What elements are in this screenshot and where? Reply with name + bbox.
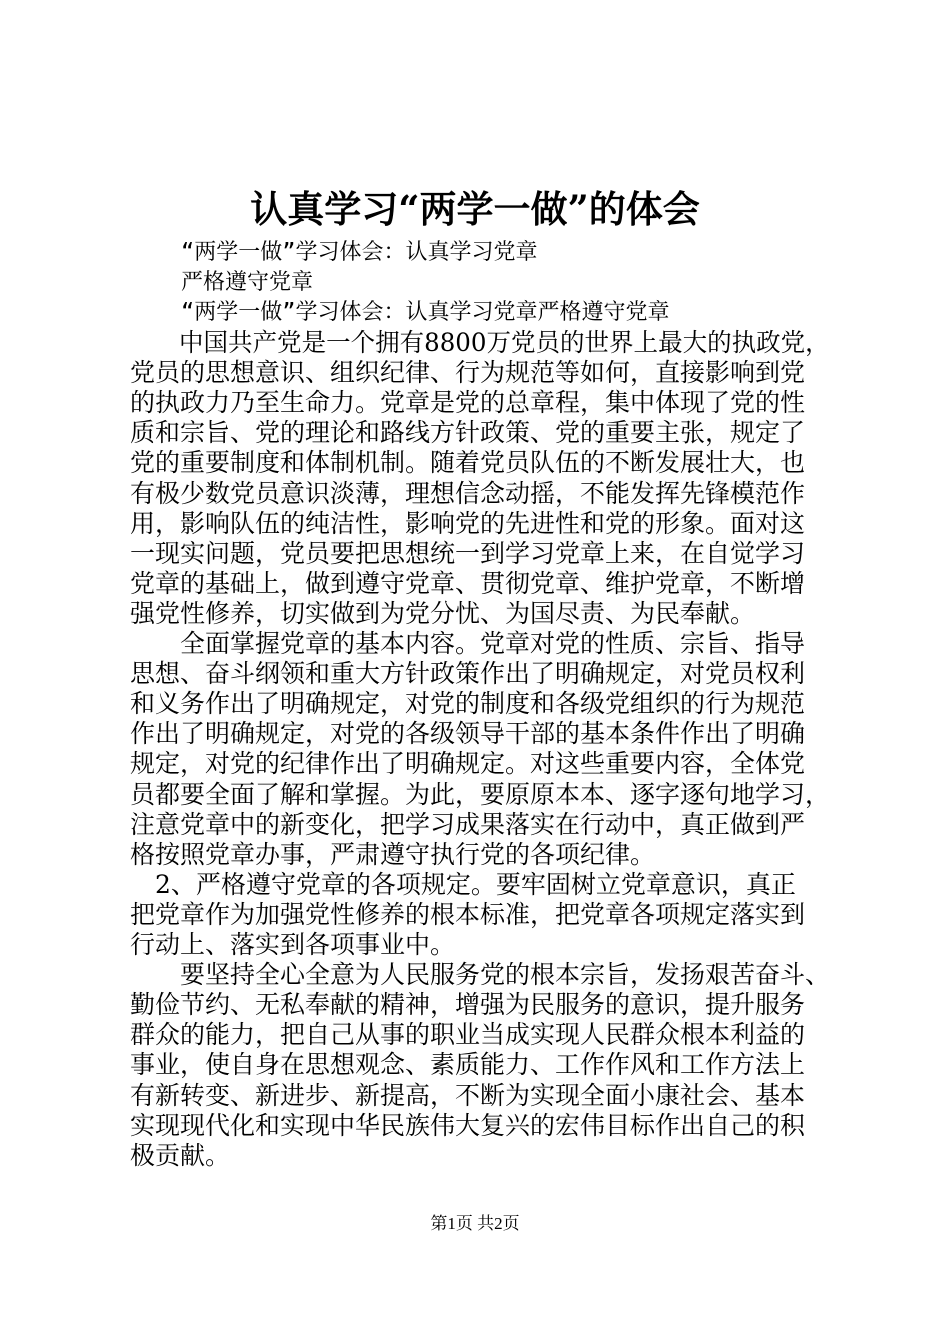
body-line: 党章的基础上，做到遵守党章、贯彻党章、维护党章，不断增	[130, 568, 806, 598]
subtitle-line: 严格遵守党章	[181, 270, 314, 295]
body-line: 质和宗旨、党的理论和路线方针政策、党的重要主张，规定了	[130, 418, 806, 448]
subtitle-line: “两学一做”学习体会：认真学习党章严格遵守党章	[181, 300, 670, 325]
body-line: 强党性修养，切实做到为党分忧、为国尽责、为民奉献。	[130, 598, 756, 628]
body-line: 格按照党章办事，严肃遵守执行党的各项纪律。	[130, 839, 656, 869]
body-line: 行动上、落实到各项事业中。	[130, 930, 456, 959]
body-line: 中国共产党是一个拥有8800万党员的世界上最大的执政党，	[130, 328, 830, 357]
body-line: 有新转变、新进步、新提高，不断为实现全面小康社会、基本	[130, 1080, 806, 1110]
body-line: 2、严格遵守党章的各项规定。要牢固树立党章意识，真正	[130, 869, 796, 899]
body-line: 员都要全面了解和掌握。为此，要原原本本、逐字逐句地学习，	[130, 779, 831, 809]
body-line: 极贡献。	[130, 1140, 231, 1170]
body-line: 有极少数党员意识淡薄，理想信念动摇，不能发挥先锋模范作	[130, 478, 806, 508]
subtitle-line: “两学一做”学习体会：认真学习党章	[181, 240, 538, 265]
body-line: 的执政力乃至生命力。党章是党的总章程，集中体现了党的性	[130, 388, 806, 418]
body-line: 把党章作为加强党性修养的根本标准，把党章各项规定落实到	[130, 899, 806, 929]
body-line: 用，影响队伍的纯洁性，影响党的先进性和党的形象。面对这	[130, 508, 806, 538]
body-line: 和义务作出了明确规定，对党的制度和各级党组织的行为规范	[130, 689, 806, 719]
body-line: 要坚持全心全意为人民服务党的根本宗旨，发扬艰苦奋斗、	[130, 960, 831, 990]
body-line: 一现实问题，党员要把思想统一到学习党章上来，在自觉学习	[130, 538, 806, 568]
body-line: 思想、奋斗纲领和重大方针政策作出了明确规定，对党员权利	[130, 659, 806, 689]
body-line: 勤俭节约、无私奉献的精神，增强为民服务的意识，提升服务	[130, 990, 806, 1020]
document-title: 认真学习“两学一做”的体会	[250, 187, 700, 231]
body-line: 群众的能力，把自己从事的职业当成实现人民群众根本利益的	[130, 1020, 806, 1050]
body-line: 事业，使自身在思想观念、素质能力、工作作风和工作方法上	[130, 1050, 806, 1080]
body-line: 作出了明确规定，对党的各级领导干部的基本条件作出了明确	[130, 719, 806, 749]
body-line: 党员的思想意识、组织纪律、行为规范等如何，直接影响到党	[130, 358, 806, 388]
body-line: 党的重要制度和体制机制。随着党员队伍的不断发展壮大，也	[130, 448, 806, 478]
body-line: 注意党章中的新变化，把学习成果落实在行动中，真正做到严	[130, 809, 806, 839]
body-line: 规定，对党的纪律作出了明确规定。对这些重要内容，全体党	[130, 749, 806, 779]
body-line: 全面掌握党章的基本内容。党章对党的性质、宗旨、指导	[130, 629, 806, 658]
body-line: 实现现代化和实现中华民族伟大复兴的宏伟目标作出自己的积	[130, 1110, 806, 1140]
page-footer: 第1页 共2页	[430, 1214, 520, 1233]
